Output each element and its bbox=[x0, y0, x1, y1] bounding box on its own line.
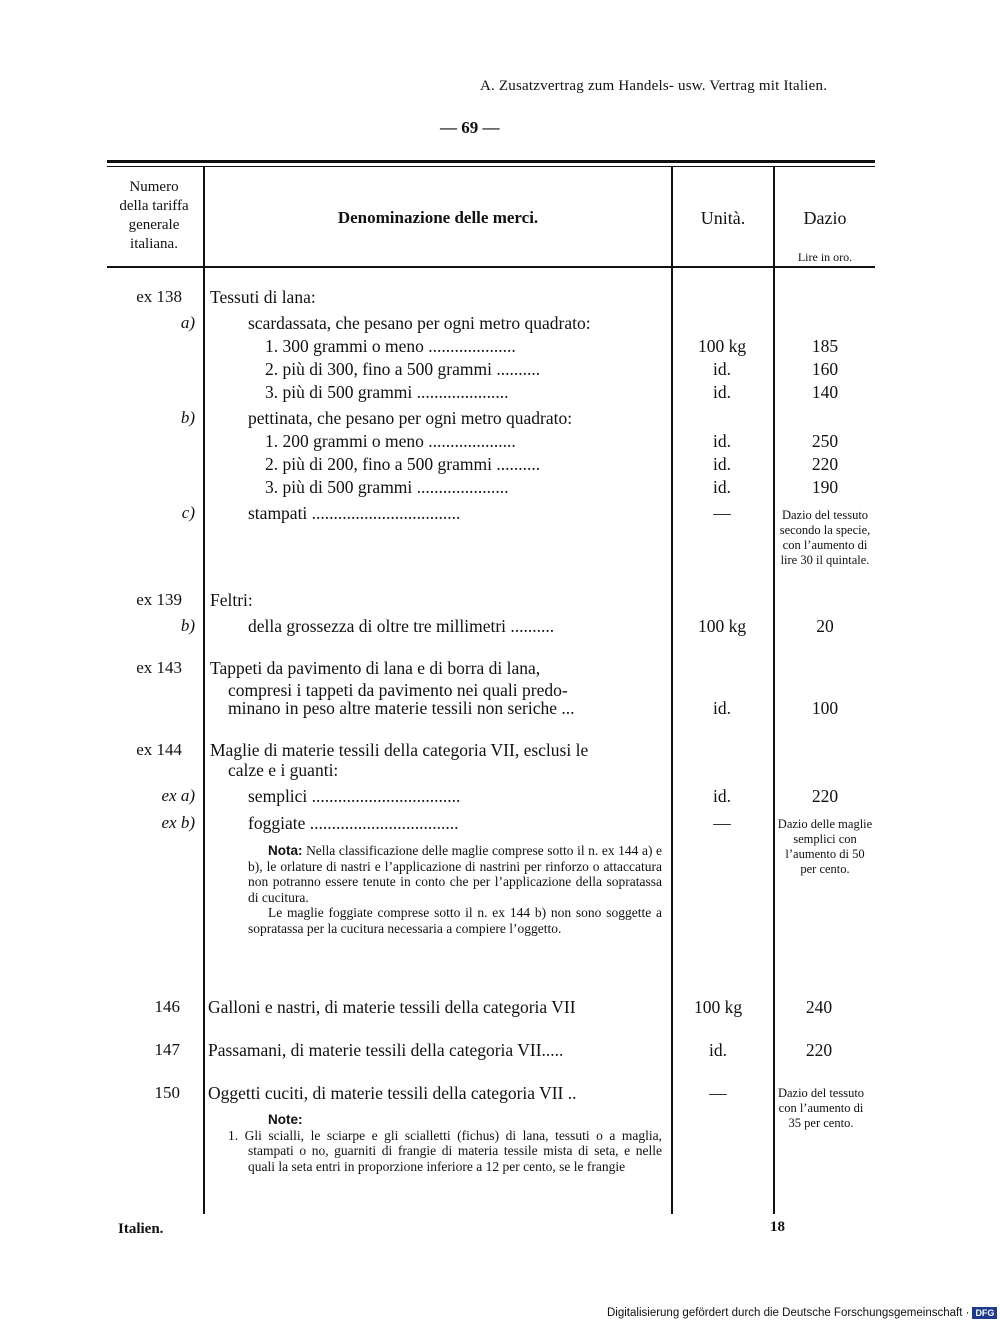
line-item-text: 1. 200 grammi o meno .................... bbox=[265, 431, 516, 451]
table-top-rule bbox=[107, 160, 875, 163]
header-line: generale bbox=[128, 217, 180, 233]
tariff-number: 147 bbox=[154, 1040, 180, 1059]
duty-value: 220 bbox=[805, 1040, 833, 1060]
table-header-rule bbox=[107, 266, 875, 268]
duty-value: 140 bbox=[811, 382, 839, 402]
footer-left: Italien. bbox=[118, 1221, 164, 1237]
duty-value: 240 bbox=[805, 997, 833, 1017]
sub-letter: ex b) bbox=[161, 813, 195, 832]
sub-letter: ex a) bbox=[161, 786, 195, 805]
duty-value: 250 bbox=[811, 431, 839, 451]
duty-value: 220 bbox=[811, 454, 839, 474]
duty-value: 20 bbox=[816, 616, 834, 636]
unit-value: 100 kg bbox=[697, 336, 747, 356]
column-header-duty: Dazio bbox=[803, 208, 847, 228]
unit-value: — bbox=[709, 1083, 727, 1103]
sub-letter: a) bbox=[180, 313, 195, 332]
unit-value: 100 kg bbox=[697, 616, 747, 636]
item-text-line: Tappeti da pavimento di lana e di borra di lana, bbox=[210, 658, 541, 678]
nota-label: Nota: bbox=[268, 843, 303, 858]
sub-item-text: pettinata, che pesano per ogni metro quadrato: bbox=[248, 408, 573, 428]
duty-note: Dazio del tessuto secondo la specie, con l’aumento di lire 30 il quintale. bbox=[779, 508, 871, 567]
item-text: Galloni e nastri, di materie tessili della categoria VII bbox=[208, 997, 576, 1017]
tariff-number: 146 bbox=[154, 997, 180, 1016]
sub-letter: c) bbox=[181, 503, 195, 522]
duty-value: 190 bbox=[811, 477, 839, 497]
item-text-line: compresi i tappeti da pavimento nei quali predo- bbox=[228, 680, 568, 700]
duty-value: 100 bbox=[811, 698, 839, 718]
nota-paragraph bbox=[248, 843, 662, 905]
column-header-description: Denominazione delle merci. bbox=[337, 208, 539, 227]
line-item-text: 2. più di 200, fino a 500 grammi .......... bbox=[265, 454, 541, 474]
note-block bbox=[228, 1112, 662, 1174]
unit-value: id. bbox=[713, 431, 731, 451]
dfg-logo: DFG bbox=[972, 1307, 997, 1319]
duty-note: Dazio del tessuto con l’aumento di 35 per cento. bbox=[777, 1086, 865, 1130]
sub-item-text: scardassata, che pesano per ogni metro quadrato: bbox=[248, 313, 591, 333]
unit-value: id. bbox=[709, 1040, 727, 1060]
sub-letter: b) bbox=[180, 616, 195, 635]
unit-value: 100 kg bbox=[693, 997, 743, 1017]
unit-value: id. bbox=[713, 382, 731, 402]
credit-text: Digitalisierung gefördert durch die Deutsche Forschungsgemeinschaft · bbox=[607, 1307, 970, 1320]
item-text-line: calze e i guanti: bbox=[228, 760, 339, 780]
sheet-number: 18 bbox=[770, 1219, 785, 1235]
column-divider-1 bbox=[203, 166, 205, 1214]
digitization-credit bbox=[607, 1307, 997, 1319]
unit-value: id. bbox=[713, 454, 731, 474]
duty-note: Dazio delle maglie semplici con l’aumento di 50 per cento. bbox=[777, 817, 873, 876]
tariff-number: 150 bbox=[154, 1083, 180, 1102]
item-text: Passamani, di materie tessili della categoria VII..... bbox=[208, 1040, 564, 1060]
tariff-number: ex 139 bbox=[136, 590, 182, 609]
item-text-line: Maglie di materie tessili della categoria VII, esclusi le bbox=[210, 740, 589, 760]
tariff-number: ex 138 bbox=[136, 287, 182, 306]
unit-value: id. bbox=[713, 786, 731, 806]
column-header-tariff-number bbox=[108, 178, 200, 254]
tariff-number: ex 144 bbox=[136, 740, 182, 759]
line-item-text: 3. più di 500 grammi ..................... bbox=[265, 477, 509, 497]
item-title: Feltri: bbox=[210, 590, 253, 610]
duty-value: 185 bbox=[811, 336, 839, 356]
sub-item-text: semplici .................................. bbox=[248, 786, 461, 806]
item-text: Oggetti cuciti, di materie tessili della categoria VII .. bbox=[208, 1083, 577, 1103]
item-text-line: minano in peso altre materie tessili non seriche ... bbox=[228, 698, 575, 718]
table-top-rule-thin bbox=[107, 166, 875, 167]
duty-value: 160 bbox=[811, 359, 839, 379]
unit-value: — bbox=[713, 503, 731, 523]
column-header-unit: Unità. bbox=[700, 208, 746, 228]
nota-block bbox=[248, 843, 662, 937]
item-title: Tessuti di lana: bbox=[210, 287, 316, 307]
unit-value: id. bbox=[713, 698, 731, 718]
sub-item-text: foggiate .................................. bbox=[248, 813, 459, 833]
sub-item-text: stampati .................................. bbox=[248, 503, 461, 523]
header-line: della tariffa bbox=[119, 198, 189, 214]
line-item-text: 2. più di 300, fino a 500 grammi .......... bbox=[265, 359, 541, 379]
unit-value: — bbox=[713, 813, 731, 833]
line-item-text: 1. 300 grammi o meno .................... bbox=[265, 336, 516, 356]
tariff-number: ex 143 bbox=[136, 658, 182, 677]
running-title: A. Zusatzvertrag zum Handels- usw. Vertrag mit Italien. bbox=[480, 78, 828, 94]
sub-letter: b) bbox=[180, 408, 195, 427]
note-label: Note: bbox=[268, 1112, 303, 1127]
unit-value: id. bbox=[713, 477, 731, 497]
nota-text: Nella classificazione delle maglie comprese sotto il n. ex 144 a) e b), le orlature di nastri e l’applicazione di nastrini per rinforzo o attaccatura non potranno essere tenute in conto che per l’applicazione della sopratassa di cucitura. bbox=[248, 843, 662, 905]
page-number: — 69 — bbox=[440, 118, 500, 137]
header-line: italiana. bbox=[130, 236, 178, 252]
duty-value: 220 bbox=[811, 786, 839, 806]
line-item-text: 3. più di 500 grammi ..................... bbox=[265, 382, 509, 402]
sub-item-text: della grossezza di oltre tre millimetri .......... bbox=[248, 616, 555, 636]
header-line: Numero bbox=[129, 179, 179, 195]
column-header-duty-unit: Lire in oro. bbox=[797, 250, 853, 264]
unit-value: id. bbox=[713, 359, 731, 379]
note-paragraph: 1. Gli scialli, le sciarpe e gli scialletti (fichus) di lana, tessuti o a maglia, stampati o no, guarniti di frangie di materia tessile mista di seta, e nelle quali la seta entri in proporzione inferiore a 12 per cento, se le frangie bbox=[228, 1127, 662, 1174]
nota-paragraph: Le maglie foggiate comprese sotto il n. ex 144 b) non sono soggette a sopratassa per la cucitura necessaria a compiere l’oggetto. bbox=[248, 905, 662, 936]
